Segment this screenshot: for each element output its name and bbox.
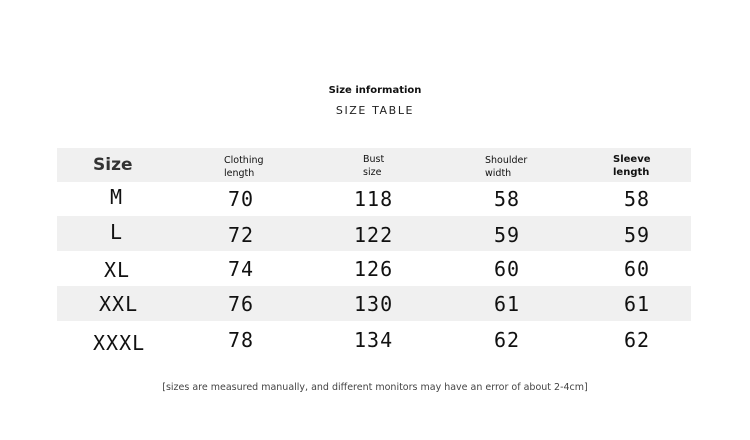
- table-cell-shoulder-width: 62: [494, 328, 521, 352]
- header-clothing-length: Clothing length: [224, 155, 264, 179]
- table-cell-sleeve-length: 59: [624, 223, 651, 247]
- table-cell-clothing-length: 74: [228, 257, 255, 281]
- table-cell-shoulder-width: 59: [494, 223, 521, 247]
- header-shoulder-width: Shoulder width: [485, 155, 528, 179]
- page-title: Size information: [328, 85, 422, 96]
- table-cell-bust-size: 118: [354, 187, 394, 211]
- header-size: Size: [93, 155, 133, 175]
- page-subtitle: SIZE TABLE: [335, 104, 415, 117]
- table-cell-bust-size: 134: [354, 328, 394, 352]
- measurement-note: [sizes are measured manually, and different monitors may have an error of about 2-4cm]: [162, 382, 588, 393]
- table-row-size: XXL: [99, 292, 139, 316]
- table-cell-bust-size: 130: [354, 292, 394, 316]
- table-cell-clothing-length: 76: [228, 292, 255, 316]
- table-cell-sleeve-length: 61: [624, 292, 651, 316]
- table-row-size: XXXL: [93, 331, 146, 355]
- table-row-size: L: [110, 220, 124, 244]
- table-cell-sleeve-length: 62: [624, 328, 651, 352]
- table-cell-shoulder-width: 61: [494, 292, 521, 316]
- table-cell-shoulder-width: 58: [494, 187, 521, 211]
- table-cell-bust-size: 122: [354, 223, 394, 247]
- header-sleeve-length: Sleeve length: [613, 154, 651, 178]
- table-cell-clothing-length: 78: [228, 328, 255, 352]
- table-row-size: M: [110, 185, 124, 209]
- table-cell-clothing-length: 70: [228, 187, 255, 211]
- table-cell-sleeve-length: 60: [624, 257, 651, 281]
- table-cell-shoulder-width: 60: [494, 257, 521, 281]
- table-cell-bust-size: 126: [354, 257, 394, 281]
- table-row-size: XL: [104, 258, 131, 282]
- table-cell-sleeve-length: 58: [624, 187, 651, 211]
- table-cell-clothing-length: 72: [228, 223, 255, 247]
- header-bust-size: Bust size: [363, 154, 385, 178]
